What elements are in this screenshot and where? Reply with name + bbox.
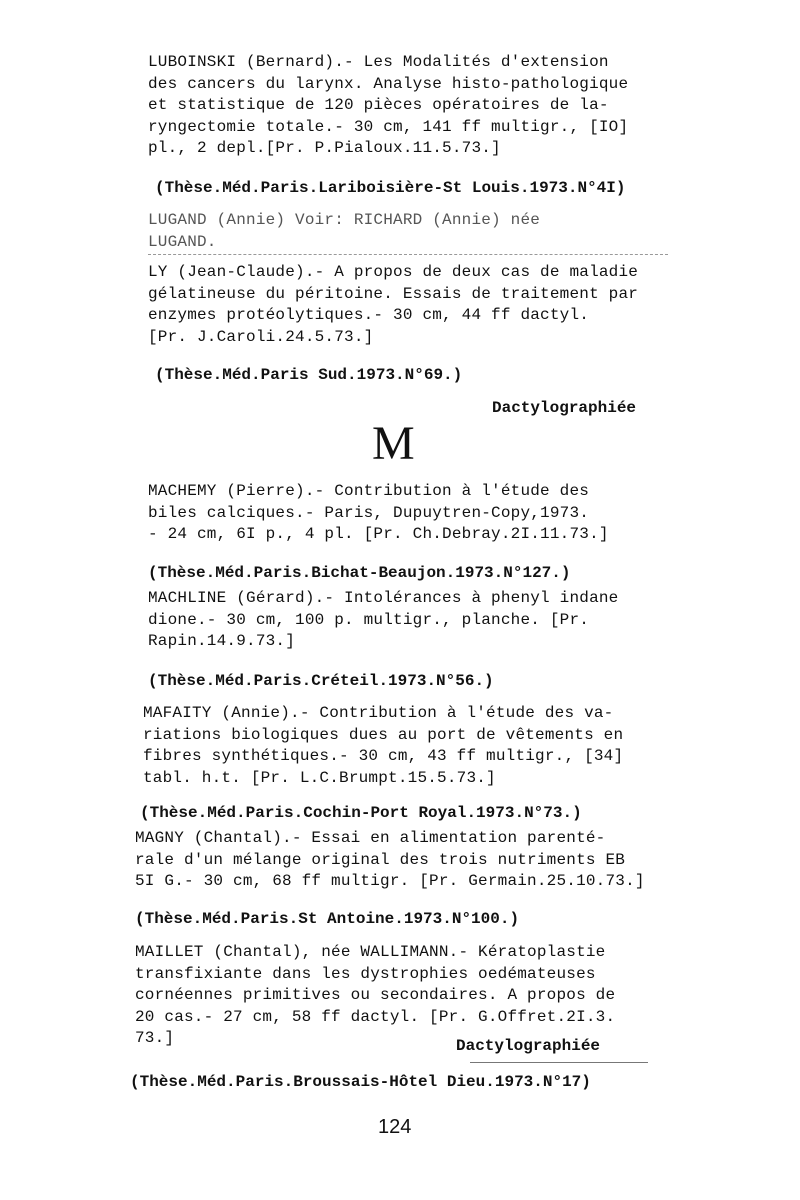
divider [148,254,668,255]
entry-lugand-crossref [148,210,540,253]
entry-source: (Thèse.Méd.Paris.Lariboisière-St Louis.1973.N°4I) [155,179,626,197]
entry-source: (Thèse.Méd.Paris.Cochin-Port Royal.1973.N°73.) [140,804,582,822]
entry-source: (Thèse.Méd.Paris Sud.1973.N°69.) [155,366,463,384]
entry-line: gélatineuse du péritoine. Essais de traitement par [148,284,639,303]
entry-luboinski [148,52,628,160]
entry-line: Rapin.14.9.73.] [148,632,296,650]
entry-line: MAFAITY (Annie).- Contribution à l'étude des va- [143,704,614,722]
entry-line: MAGNY (Chantal).- Essai en alimentation parenté- [135,829,606,847]
entry-line: MACHLINE (Gérard).- Intolérances à phenyl indane [148,589,619,607]
entry-line: - 24 cm, 6I p., 4 pl. [Pr. Ch.Debray.2I.11.73.] [148,525,609,543]
entry-line: LY (Jean-Claude).- A propos de deux cas de maladie [148,263,639,281]
entry-ly [148,262,638,348]
entry-line: LUBOINSKI (Bernard).- Les Modalités d'extension [148,53,609,71]
entry-line: et statistique de 120 pièces opératoires de la- [148,96,609,114]
entry-line: riations biologiques dues au port de vêtements en [143,725,624,744]
entry-machline [148,588,618,653]
entry-line: MAILLET (Chantal), née WALLIMANN.- Kératoplastie [135,943,606,961]
entry-source: (Thèse.Méd.Paris.Bichat-Beaujon.1973.N°127.) [148,564,571,582]
entry-source: (Thèse.Méd.Paris.Broussais-Hôtel Dieu.1973.N°17) [130,1073,591,1091]
entry-line: 5I G.- 30 cm, 68 ff multigr. [Pr. Germain.25.10.73.] [135,872,645,890]
entry-line: ryngectomie totale.- 30 cm, 141 ff multigr., [IO] [148,117,629,136]
entry-line: cornéennes primitives ou secondaires. A propos de [135,986,616,1004]
entry-source: (Thèse.Méd.Paris.St Antoine.1973.N°100.) [135,910,520,928]
entry-line: dione.- 30 cm, 100 p. multigr., planche. [Pr. [148,610,590,629]
entry-machemy [148,481,609,546]
entry-line: MACHEMY (Pierre).- Contribution à l'étude des [148,482,590,500]
entry-source: (Thèse.Méd.Paris.Créteil.1973.N°56.) [148,672,494,690]
entry-mafaity [143,703,623,789]
entry-line: pl., 2 depl.[Pr. P.Pialoux.11.5.73.] [148,139,501,157]
entry-line: rale d'un mélange original des trois nutriments EB [135,850,626,869]
entry-line: 20 cas.- 27 cm, 58 ff dactyl. [Pr. G.Offret.2I.3. [135,1007,616,1026]
divider [470,1062,648,1063]
section-letter: M [372,417,415,470]
entry-line: fibres synthétiques.- 30 cm, 43 ff multigr., [34] [143,747,624,765]
entry-magny [135,828,645,893]
entry-maillet [135,942,615,1050]
entry-line: enzymes protéolytiques.- 30 cm, 44 ff dactyl. [148,306,590,324]
entry-line: LUGAND. [148,232,217,251]
entry-line: tabl. h.t. [Pr. L.C.Brumpt.15.5.73.] [143,768,496,787]
entry-line: 73.] [135,1029,175,1047]
entry-note: Dactylographiée [492,399,637,417]
entry-note: Dactylographiée [456,1037,601,1055]
entry-line: des cancers du larynx. Analyse histo-pathologique [148,74,629,93]
entry-line: biles calciques.- Paris, Dupuytren-Copy,1973. [148,503,590,522]
entry-line: transfixiante dans les dystrophies oedémateuses [135,964,596,983]
entry-line: LUGAND (Annie) Voir: RICHARD (Annie) née [148,211,541,229]
page-number: 124 [378,1116,412,1138]
entry-line: [Pr. J.Caroli.24.5.73.] [148,327,374,346]
